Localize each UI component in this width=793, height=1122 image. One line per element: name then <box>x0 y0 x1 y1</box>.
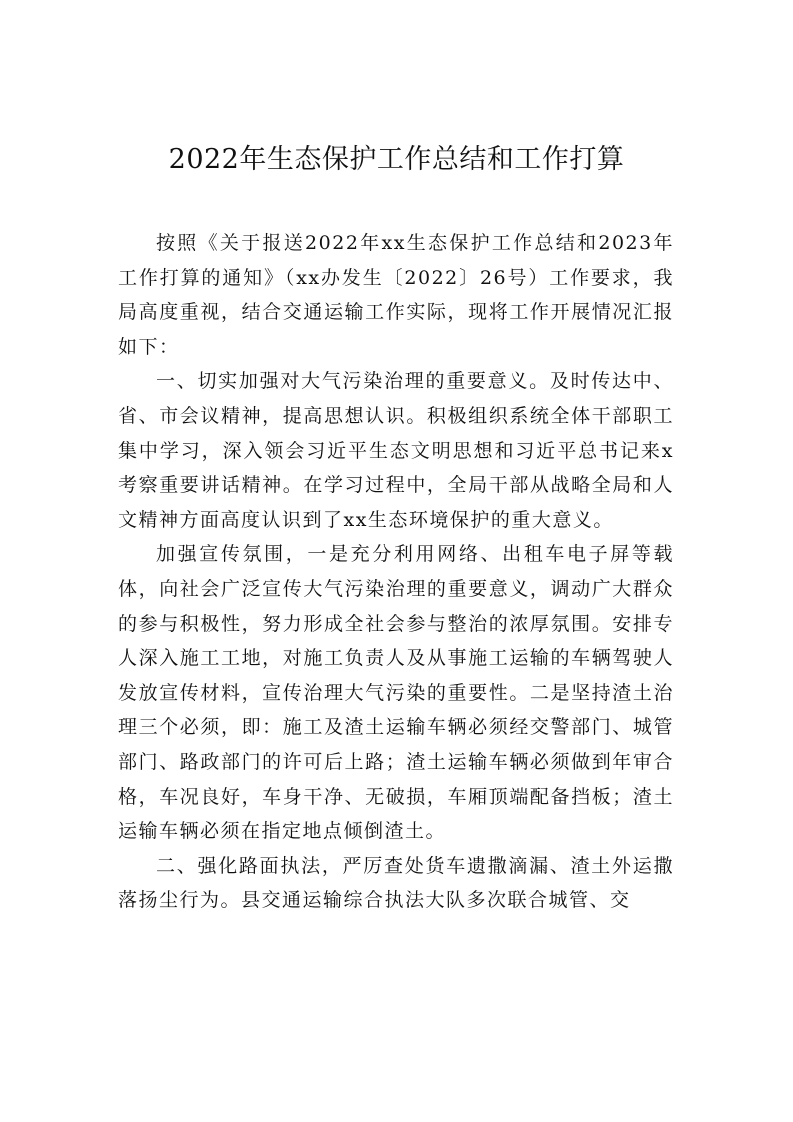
paragraph-section-two: 二、强化路面执法，严厉查处货车遗撒滴漏、渣土外运撒落扬尘行为。县交通运输综合执法大队多次联合城管、交 <box>118 854 674 912</box>
paragraph-section-one: 一、切实加强对大气污染治理的重要意义。及时传达中、省、市会议精神，提高思想认识。积极组织系统全体干部职工集中学习，深入领会习近平生态文明思想和习近平总书记来x考察重要讲话精神。在学习过程中，全局干部从战略全局和人文精神方面高度认识到了xx生态环境保护的重大意义。 <box>118 370 674 531</box>
paragraph-publicity: 加强宣传氛围，一是充分利用网络、出租车电子屏等载体，向社会广泛宣传大气污染治理的重要意义，调动广大群众的参与积极性，努力形成全社会参与整治的浓厚氛围。安排专人深入施工工地，对施工负责人及从事施工运输的车辆驾驶人发放宣传材料，宣传治理大气污染的重要性。二是坚持渣土治理三个必须，即：施工及渣土运输车辆必须经交警部门、城管部门、路政部门的许可后上路；渣土运输车辆必须做到年审合格，车况良好，车身干净、无破损，车厢顶端配备挡板；渣土运输车辆必须在指定地点倾倒渣土。 <box>118 543 674 843</box>
paragraph-intro: 按照《关于报送2022年xx生态保护工作总结和2023年工作打算的通知》（xx办发生〔2022〕26号）工作要求，我局高度重视，结合交通运输工作实际，现将工作开展情况汇报如下： <box>118 232 674 358</box>
document-body <box>118 226 674 918</box>
document-title: 2022年生态保护工作总结和工作打算 <box>168 144 625 175</box>
